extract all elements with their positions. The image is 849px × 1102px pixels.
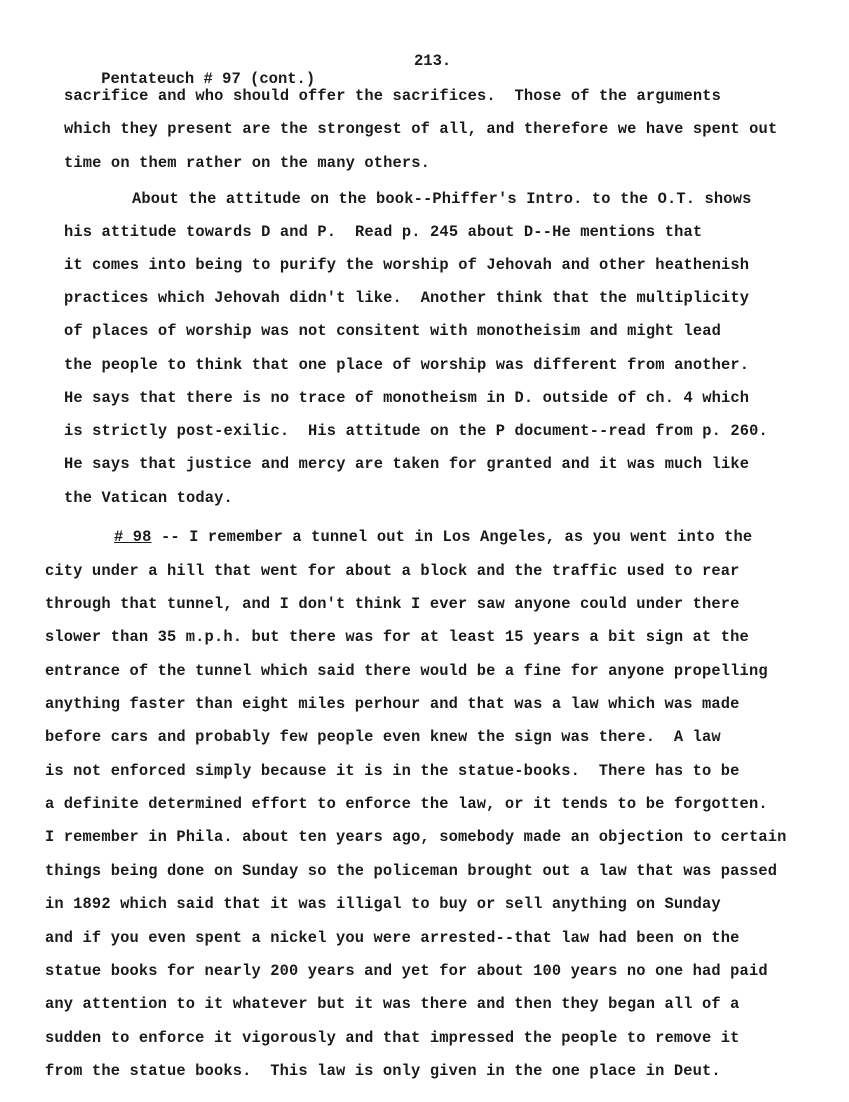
text-line: of places of worship was not consitent with monotheisim and might lead bbox=[64, 322, 722, 340]
text-line: the people to think that one place of worship was different from another. bbox=[64, 356, 750, 374]
section-marker: # 98 bbox=[114, 528, 152, 546]
text-line: entrance of the tunnel which said there would be a fine for anyone propelling bbox=[45, 662, 768, 680]
text-line: his attitude towards D and P. Read p. 245 about D--He mentions that bbox=[64, 223, 703, 241]
text-line: before cars and probably few people even knew the sign was there. A law bbox=[45, 728, 721, 746]
text-line: He says that justice and mercy are taken for granted and it was much like bbox=[64, 455, 750, 473]
text-line: it comes into being to purify the worship of Jehovah and other heathenish bbox=[64, 256, 750, 274]
text-line: sudden to enforce it vigorously and that impressed the people to remove it bbox=[45, 1029, 740, 1047]
text-line: things being done on Sunday so the policeman brought out a law that was passed bbox=[45, 862, 778, 880]
text-line: which they present are the strongest of all, and therefore we have spent out bbox=[64, 120, 778, 138]
text-line: sacrifice and who should offer the sacrifices. Those of the arguments bbox=[64, 87, 722, 105]
text-line: is strictly post-exilic. His attitude on the P document--read from p. 260. bbox=[64, 422, 768, 440]
page-number: 213. bbox=[414, 52, 452, 70]
text-line: and if you even spent a nickel you were arrested--that law had been on the bbox=[45, 929, 740, 947]
text-line: any attention to it whatever but it was there and then they began all of a bbox=[45, 995, 740, 1013]
text-line: He says that there is no trace of monotheism in D. outside of ch. 4 which bbox=[64, 389, 750, 407]
text-line: anything faster than eight miles perhour and that was a law which was made bbox=[45, 695, 740, 713]
text-line: time on them rather on the many others. bbox=[64, 154, 431, 172]
text-line: About the attitude on the book--Phiffer's Intro. to the O.T. shows bbox=[132, 190, 752, 208]
text-line: statue books for nearly 200 years and yet for about 100 years no one had paid bbox=[45, 962, 768, 980]
header-title: Pentateuch # 97 (cont.) bbox=[101, 70, 316, 88]
text-line: from the statue books. This law is only given in the one place in Deut. bbox=[45, 1062, 721, 1080]
text-line: a definite determined effort to enforce the law, or it tends to be forgotten. bbox=[45, 795, 768, 813]
section-98-first-line bbox=[114, 527, 752, 547]
text-line: slower than 35 m.p.h. but there was for at least 15 years a bit sign at the bbox=[45, 628, 749, 646]
text-line: practices which Jehovah didn't like. Another think that the multiplicity bbox=[64, 289, 750, 307]
text-line: I remember in Phila. about ten years ago, somebody made an objection to certain bbox=[45, 828, 787, 846]
text-line: the Vatican today. bbox=[64, 489, 233, 507]
text-line: -- I remember a tunnel out in Los Angeles, as you went into the bbox=[160, 528, 753, 546]
text-line: in 1892 which said that it was illigal to buy or sell anything on Sunday bbox=[45, 895, 721, 913]
text-line: through that tunnel, and I don't think I ever saw anyone could under there bbox=[45, 595, 740, 613]
text-line: city under a hill that went for about a block and the traffic used to rear bbox=[45, 562, 740, 580]
text-line: is not enforced simply because it is in the statue-books. There has to be bbox=[45, 762, 740, 780]
